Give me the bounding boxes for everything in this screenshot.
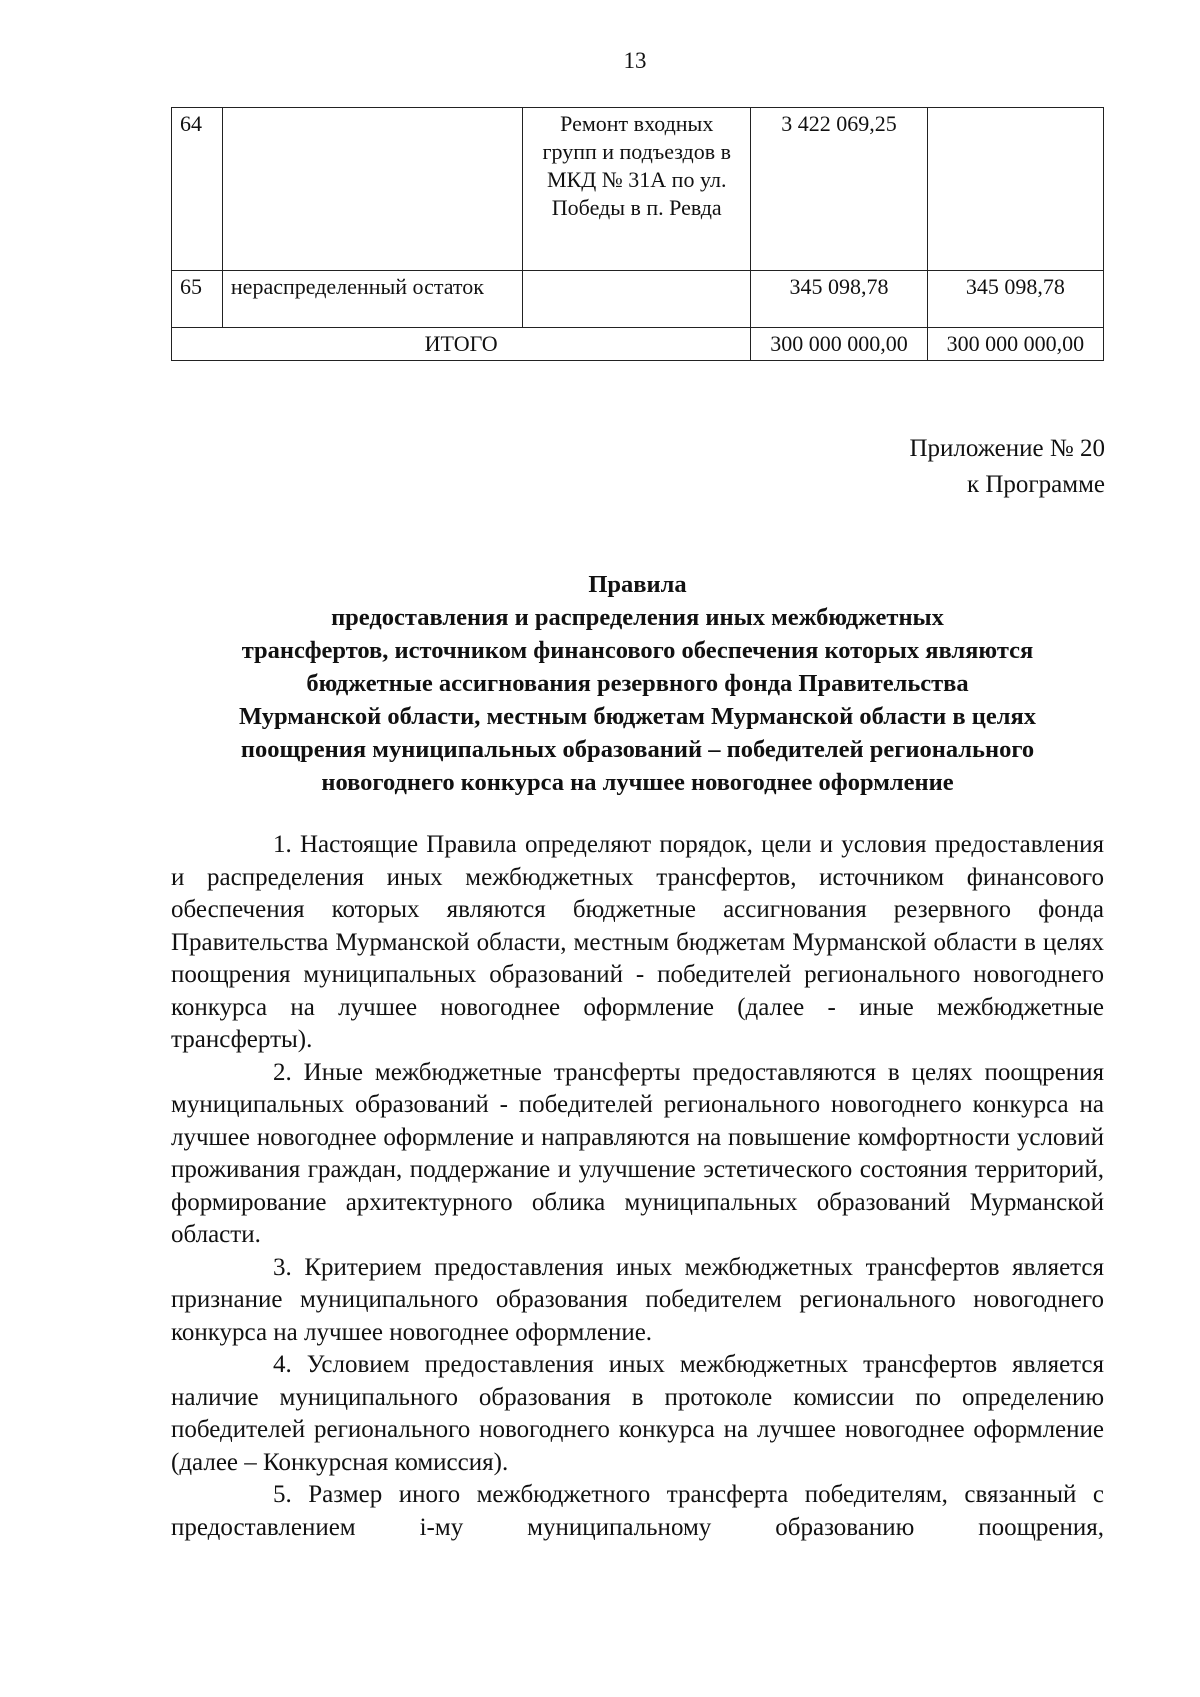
paragraph: 2. Иные межбюджетные трансферты предоставляются в целях поощрения муниципальных образований - победителей регионального новогоднего конкурса на лучшее новогоднее оформление и направляются на повышение комфортности условий проживания граждан, поддержание и улучшение эстетического состояния территорий, формирование архитектурного облика муниципальных образований Мурманской области. [171,1058,1104,1248]
total-row [172,328,1104,361]
page-number: 13 [623,48,647,73]
sum-cell: 3 422 069,25 [751,108,927,271]
annex-number: Приложение № 20 [909,435,1105,462]
recipient-cell: нераспределенный остаток [222,271,522,328]
total-label: ИТОГО [172,328,751,361]
paragraph: 4. Условием предоставления иных межбюджетных трансфертов является наличие муниципального образования в протоколе комиссии по определению победителей регионального новогоднего конкурса на лучшее новогоднее оформление (далее – Конкурсная комиссия). [171,1351,1104,1476]
recipient-cell [222,108,522,271]
table-row [172,271,1104,328]
sum-cell: 345 098,78 [751,271,927,328]
title-line: Правила [588,571,687,598]
title-line: Мурманской области, местным бюджетам Мурманской области в целях [238,703,1036,730]
paragraph: 3. Критерием предоставления иных межбюджетных трансфертов является признание муниципального образования победителем регионального новогоднего конкурса на лучшее новогоднее оформление. [171,1253,1104,1346]
sum-cell-2: 345 098,78 [927,271,1103,328]
paragraph: 5. Размер иного межбюджетного трансферта победителям, связанный с предоставлением i-му муниципальному образованию поощрения, [171,1481,1104,1541]
document-body [171,829,1104,1544]
title-line: поощрения муниципальных образований – победителей регионального [240,736,1035,763]
title-line: трансфертов, источником финансового обеспечения которых являются [241,637,1034,664]
total-sum: 300 000 000,00 [751,328,927,361]
title-line: новогоднего конкурса на лучшее новогоднее оформление [321,769,954,796]
paragraph: 1. Настоящие Правила определяют порядок, цели и условия предоставления и распределения иных межбюджетных трансфертов, источником финансового обеспечения которых являются бюджетные ассигнования резервного фонда Правительства Мурманской области, местным бюджетам Мурманской области в целях поощрения муниципальных образований - победителей регионального новогоднего конкурса на лучшее новогоднее оформление (далее - иные межбюджетные трансферты). [171,831,1104,1053]
title-line: бюджетные ассигнования резервного фонда Правительства [306,670,969,697]
budget-table [171,107,1104,361]
row-number: 64 [172,108,223,271]
object-cell: Ремонт входных групп и подъездов в МКД № 31А по ул. Победы в п. Ревда [523,108,751,271]
total-sum-2: 300 000 000,00 [927,328,1103,361]
row-number: 65 [172,271,223,328]
object-cell [523,271,751,328]
table-row [172,108,1104,271]
sum-cell-2 [927,108,1103,271]
annex-reference: к Программе [966,471,1105,498]
title-line: предоставления и распределения иных межбюджетных [331,604,944,631]
